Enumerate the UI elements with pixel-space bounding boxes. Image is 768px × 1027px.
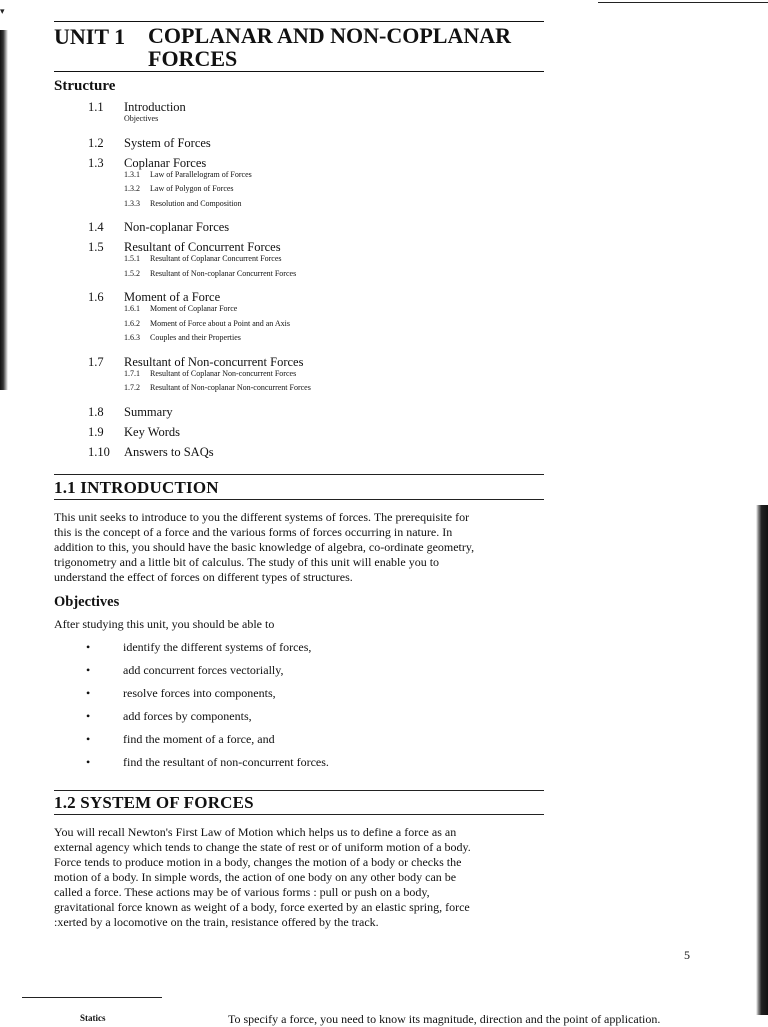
paragraph-line: understand the effect of forces on different types of structures. (54, 570, 353, 584)
toc-item-number: 1.9 (88, 424, 104, 439)
paragraph-line: gravitational force known as weight of a body, force exerted by an elastic spring, force (54, 900, 470, 914)
toc-subitem-number: 1.3.1 (124, 169, 140, 179)
intro-top-rule (54, 474, 544, 475)
toc-item-label: Resultant of Concurrent Forces (124, 240, 281, 254)
system-top-rule (54, 790, 544, 791)
toc-subitem-number: 1.6.2 (124, 318, 140, 328)
toc-item-number: 1.1 (88, 100, 104, 114)
intro-bottom-rule (54, 499, 544, 500)
paragraph-line: addition to this, you should have the basic knowledge of algebra, co-ordinate geometry, (54, 540, 475, 554)
toc-item-label: Non-coplanar Forces (124, 220, 230, 234)
unit-top-rule (54, 21, 544, 22)
toc-subitem-number: 1.3.3 (124, 198, 140, 208)
objective-text: identify the different systems of forces, (123, 640, 312, 654)
bullet-icon: • (86, 686, 91, 700)
bullet-icon: • (86, 755, 91, 769)
introduction-heading: 1.1 INTRODUCTION (54, 478, 219, 497)
footer-rule (22, 997, 162, 998)
bullet-icon: • (86, 640, 91, 654)
unit-number: UNIT 1 (54, 24, 126, 49)
system-of-forces-heading: 1.2 SYSTEM OF FORCES (54, 793, 254, 812)
toc-subitem-label: Resolution and Composition (150, 198, 242, 208)
toc-item-label: Moment of a Force (124, 290, 221, 304)
toc-item-number: 1.7 (88, 354, 104, 369)
toc-subitem (124, 319, 290, 328)
toc-subitem (124, 254, 282, 263)
toc-subitem-label: Law of Polygon of Forces (150, 184, 234, 193)
toc-subitem (124, 304, 237, 313)
paragraph-line: motion of a body. In simple words, the action of one body on any other body can be (54, 870, 457, 884)
toc-item-label: Summary (124, 404, 173, 419)
objective-text: find the resultant of non-concurrent forces. (123, 755, 329, 769)
toc-item-label: Answers to SAQs (124, 444, 214, 459)
toc-item-label: Coplanar Forces (124, 155, 207, 170)
toc-subitem-label: Resultant of Coplanar Non-concurrent Forces (150, 368, 297, 378)
footer-label: Statics (80, 1013, 106, 1023)
paragraph-line: this is the concept of a force and the various forms of forces occurring in nature. In (54, 525, 453, 539)
objectives-heading: Objectives (54, 594, 120, 610)
toc-subitem-label: Moment of Coplanar Force (150, 304, 238, 313)
bullet-icon: • (86, 663, 91, 677)
toc-item-number: 1.8 (88, 404, 104, 419)
toc-subitem-label: Resultant of Non-coplanar Concurrent Forces (150, 268, 297, 278)
page-number: 5 (684, 948, 690, 962)
top-right-rule (598, 2, 768, 3)
scan-edge-right (756, 505, 768, 1015)
toc-subitem-number: 1.6.1 (124, 304, 140, 313)
toc-item-label: Introduction (124, 100, 186, 114)
toc-subitem (124, 383, 311, 392)
footer-text: To specify a force, you need to know its magnitude, direction and the point of application. (228, 1012, 661, 1026)
toc-subitem-number: 1.7.1 (124, 368, 140, 378)
unit-bottom-rule (54, 71, 544, 72)
toc-subitem-label: Couples and their Properties (150, 333, 241, 342)
toc-item-number: 1.2 (88, 135, 104, 150)
toc-subitem-number: 1.5.2 (124, 268, 140, 278)
toc-item-number: 1.4 (88, 220, 104, 234)
toc-subitem (124, 333, 241, 342)
toc-subitem (124, 199, 242, 208)
toc-subitem (124, 369, 296, 378)
toc-item-number: 1.10 (88, 444, 110, 459)
toc-subitem (124, 170, 252, 179)
toc-subitem-label: Law of Parallelogram of Forces (150, 169, 252, 179)
toc-item-number: 1.3 (88, 155, 104, 170)
objective-text: add forces by components, (123, 709, 252, 723)
toc-item-number: 1.6 (88, 290, 104, 304)
toc-item-number: 1.5 (88, 240, 104, 254)
introduction-paragraph (54, 510, 524, 585)
paragraph-line: called a force. These actions may be of various forms : pull or push on a body, (54, 885, 430, 899)
unit-title-line1: COPLANAR AND NON-COPLANAR (148, 23, 511, 48)
toc-subitem-label: Resultant of Coplanar Concurrent Forces (150, 254, 282, 263)
scan-edge-left (0, 30, 8, 390)
paragraph-line: external agency which tends to change the state of rest or of uniform motion of a body. (54, 840, 471, 854)
paragraph-line: :xerted by a locomotive on the train, resistance offered by the track. (54, 915, 379, 929)
toc-item-label: Key Words (124, 424, 181, 439)
paragraph-line: This unit seeks to introduce to you the different systems of forces. The prerequisite for (54, 510, 470, 524)
paragraph-line: You will recall Newton's First Law of Motion which helps us to define a force as an (54, 825, 457, 839)
toc-subitem-number: 1.6.3 (124, 333, 140, 342)
structure-heading: Structure (54, 78, 116, 94)
objectives-intro: After studying this unit, you should be able to (54, 617, 275, 631)
toc-subitem-number: 1.7.2 (124, 383, 140, 392)
toc-subitem-number: 1.3.2 (124, 184, 140, 193)
unit-title (148, 24, 511, 70)
system-of-forces-paragraph (54, 825, 524, 930)
toc-item-label: System of Forces (124, 135, 211, 150)
system-bottom-rule (54, 814, 544, 815)
toc-subitem (124, 184, 234, 193)
toc-subitem-label: Objectives (124, 114, 159, 123)
unit-title-line2: FORCES (148, 46, 238, 71)
objective-text: resolve forces into components, (123, 686, 276, 700)
paragraph-line: Force tends to produce motion in a body, changes the motion of a body or checks the (54, 855, 462, 869)
scan-corner-mark: ▾ (0, 6, 5, 16)
toc-item-label: Resultant of Non-concurrent Forces (124, 354, 304, 369)
bullet-icon: • (86, 732, 91, 746)
toc-subitem-number: 1.5.1 (124, 254, 140, 263)
toc-subitem (124, 114, 158, 123)
bullet-icon: • (86, 709, 91, 723)
paragraph-line: trigonometry and a little bit of calculus. The study of this unit will enable you to (54, 555, 440, 569)
toc-subitem (124, 269, 296, 278)
toc-subitem-label: Resultant of Non-coplanar Non-concurrent Forces (150, 383, 311, 392)
objective-text: find the moment of a force, and (123, 732, 275, 746)
toc-subitem-label: Moment of Force about a Point and an Axis (150, 318, 290, 328)
objective-text: add concurrent forces vectorially, (123, 663, 284, 677)
